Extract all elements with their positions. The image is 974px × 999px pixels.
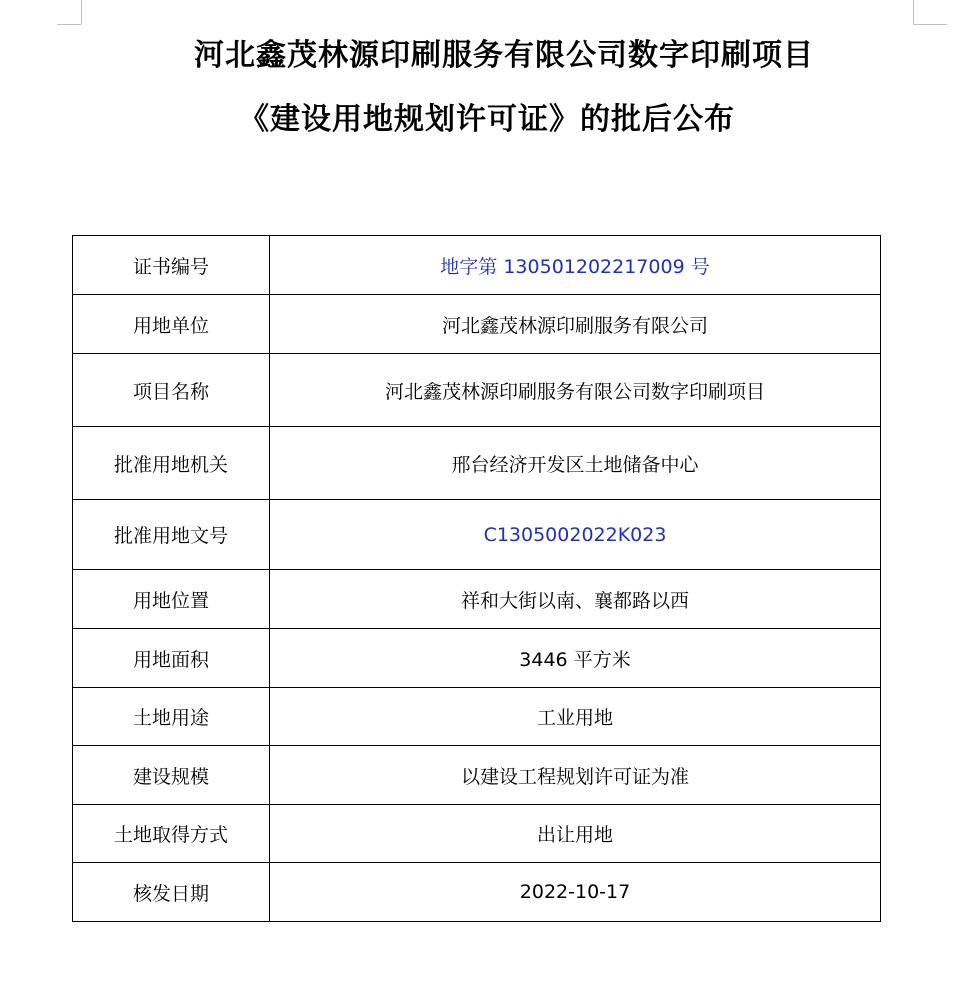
table-row-land-location	[73, 570, 881, 629]
table-row-project-name	[73, 354, 881, 427]
crop-mark-top-left-horizontal	[57, 24, 81, 25]
permit-info-table	[72, 235, 881, 922]
row-label: 证书编号	[73, 236, 270, 295]
table-row-land-area	[73, 629, 881, 688]
table-row-certificate-number	[73, 236, 881, 295]
crop-mark-top-left-vertical	[81, 0, 82, 24]
row-label: 用地面积	[73, 629, 270, 688]
document-title-line-2: 《建设用地规划许可证》的批后公布	[239, 102, 735, 137]
row-value: 河北鑫茂林源印刷服务有限公司	[270, 295, 881, 354]
table-row-issue-date	[73, 863, 881, 922]
row-label: 建设规模	[73, 746, 270, 805]
row-value: 祥和大街以南、襄都路以西	[270, 570, 881, 629]
table-row-approving-authority	[73, 427, 881, 500]
row-label: 用地单位	[73, 295, 270, 354]
row-value: C1305002022K023	[270, 500, 881, 570]
row-value: 3446 平方米	[270, 629, 881, 688]
row-label: 土地取得方式	[73, 805, 270, 863]
table-row-construction-scale	[73, 746, 881, 805]
crop-mark-top-right-horizontal	[913, 24, 947, 25]
row-value: 2022-10-17	[270, 863, 881, 922]
row-label: 土地用途	[73, 688, 270, 746]
table-row-acquisition-method	[73, 805, 881, 863]
row-value: 河北鑫茂林源印刷服务有限公司数字印刷项目	[270, 354, 881, 427]
table-row-approval-document-number	[73, 500, 881, 570]
row-label: 用地位置	[73, 570, 270, 629]
row-label: 项目名称	[73, 354, 270, 427]
crop-mark-top-right-vertical	[913, 0, 914, 24]
table-row-land-user	[73, 295, 881, 354]
row-label: 批准用地机关	[73, 427, 270, 500]
table-row-land-use	[73, 688, 881, 746]
row-value: 地字第 130501202217009 号	[270, 236, 881, 295]
document-title-line-1: 河北鑫茂林源印刷服务有限公司数字印刷项目	[194, 38, 814, 73]
row-value: 以建设工程规划许可证为准	[270, 746, 881, 805]
row-value: 工业用地	[270, 688, 881, 746]
row-label: 批准用地文号	[73, 500, 270, 570]
row-value: 邢台经济开发区土地储备中心	[270, 427, 881, 500]
row-label: 核发日期	[73, 863, 270, 922]
row-value: 出让用地	[270, 805, 881, 863]
